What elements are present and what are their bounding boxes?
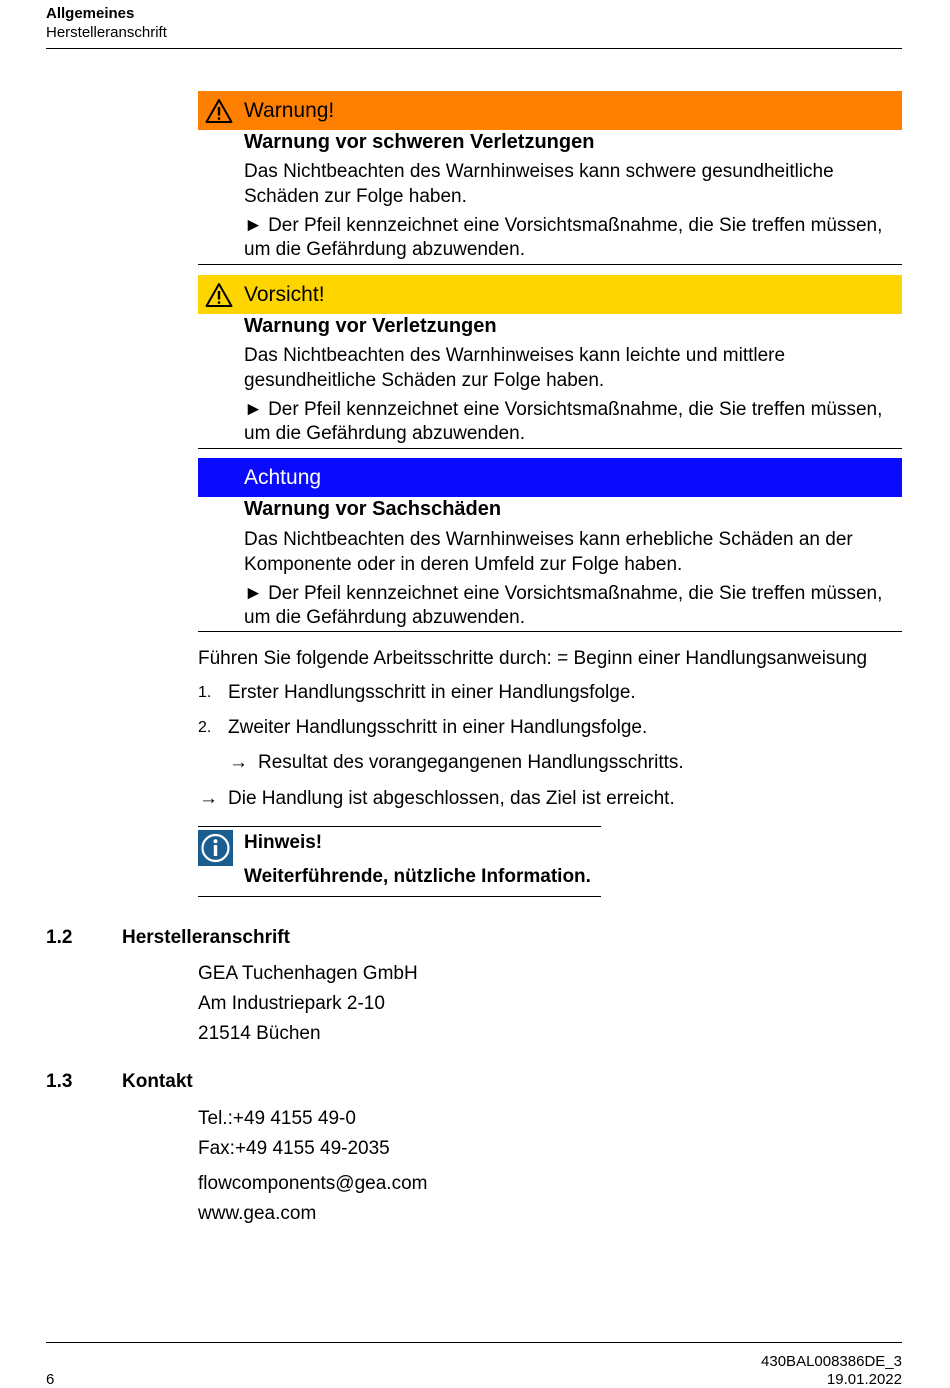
hint-title: Hinweis!	[244, 832, 323, 853]
footer-page-number: 6	[46, 1371, 55, 1388]
caution-signal-bar	[198, 275, 902, 314]
warning-action-line-2: um die Gefährdung abzuwenden.	[244, 239, 525, 260]
attention-signal-word: Achtung	[244, 466, 322, 489]
attention-signal-bar	[198, 458, 902, 497]
step-text-1: Erster Handlungsschritt in einer Handlungsfolge.	[228, 682, 636, 703]
footer-divider	[46, 1342, 902, 1343]
section-title-herstelleranschrift: Herstelleranschrift	[122, 927, 290, 948]
contact-email: flowcomponents@gea.com	[198, 1173, 428, 1194]
footer-date: 19.01.2022	[826, 1371, 902, 1388]
caution-bottom-rule	[198, 448, 902, 449]
header-section-title: Herstelleranschrift	[46, 24, 167, 41]
attention-text-line-2: Komponente oder in deren Umfeld zur Folge haben.	[244, 554, 683, 575]
caution-text-line-1: Das Nichtbeachten des Warnhinweises kann leichte und mittlere	[244, 345, 786, 366]
attention-action-line-1: ► Der Pfeil kennzeichnet eine Vorsichtsmaßnahme, die Sie treffen müssen,	[244, 583, 883, 604]
info-icon	[198, 830, 233, 866]
step-text-2: Zweiter Handlungsschritt in einer Handlungsfolge.	[228, 717, 648, 738]
warning-text-line-2: Schäden zur Folge haben.	[244, 186, 467, 207]
hint-bottom-rule	[198, 896, 601, 897]
contact-website: www.gea.com	[198, 1203, 317, 1224]
address-company: GEA Tuchenhagen GmbH	[198, 963, 418, 984]
final-result-arrow-icon: →	[199, 788, 218, 809]
warning-signal-word: Warnung!	[244, 99, 335, 122]
step-number-2: 2.	[198, 719, 212, 736]
address-city: 21514 Büchen	[198, 1023, 321, 1044]
caution-heading: Warnung vor Verletzungen	[244, 315, 497, 337]
step-result-arrow-icon: →	[229, 752, 248, 773]
warning-text-line-1: Das Nichtbeachten des Warnhinweises kann schwere gesundheitliche	[244, 161, 834, 182]
header-chapter-title: Allgemeines	[46, 5, 135, 22]
warning-heading: Warnung vor schweren Verletzungen	[244, 131, 595, 153]
footer-document-id: 430BAL008386DE_3	[761, 1353, 902, 1370]
warning-triangle-icon	[205, 98, 233, 124]
section-number-1-2: 1.2	[46, 927, 73, 948]
attention-action-line-2: um die Gefährdung abzuwenden.	[244, 607, 525, 628]
warning-triangle-icon	[205, 282, 233, 308]
section-title-kontakt: Kontakt	[122, 1071, 193, 1092]
section-number-1-3: 1.3	[46, 1071, 73, 1092]
header-divider	[46, 48, 902, 49]
address-street: Am Industriepark 2-10	[198, 993, 385, 1014]
caution-action-line-2: um die Gefährdung abzuwenden.	[244, 423, 525, 444]
step-result-text: Resultat des vorangegangenen Handlungsschritts.	[258, 752, 684, 773]
contact-phone: Tel.:+49 4155 49-0	[198, 1108, 356, 1129]
attention-heading: Warnung vor Sachschäden	[244, 498, 502, 520]
hint-text: Weiterführende, nützliche Information.	[244, 866, 591, 887]
warning-signal-bar	[198, 91, 902, 130]
final-result-text: Die Handlung ist abgeschlossen, das Ziel ist erreicht.	[228, 788, 675, 809]
attention-bottom-rule	[198, 631, 902, 632]
caution-text-line-2: gesundheitliche Schäden zur Folge haben.	[244, 370, 605, 391]
warning-bottom-rule	[198, 264, 902, 265]
steps-intro: Führen Sie folgende Arbeitsschritte durch: = Beginn einer Handlungsanweisung	[198, 648, 868, 669]
hint-top-rule	[198, 826, 601, 827]
caution-action-line-1: ► Der Pfeil kennzeichnet eine Vorsichtsmaßnahme, die Sie treffen müssen,	[244, 399, 883, 420]
step-number-1: 1.	[198, 684, 212, 701]
contact-fax: Fax:+49 4155 49-2035	[198, 1138, 390, 1159]
attention-text-line-1: Das Nichtbeachten des Warnhinweises kann erhebliche Schäden an der	[244, 529, 853, 550]
warning-action-line-1: ► Der Pfeil kennzeichnet eine Vorsichtsmaßnahme, die Sie treffen müssen,	[244, 215, 883, 236]
caution-signal-word: Vorsicht!	[244, 283, 325, 306]
